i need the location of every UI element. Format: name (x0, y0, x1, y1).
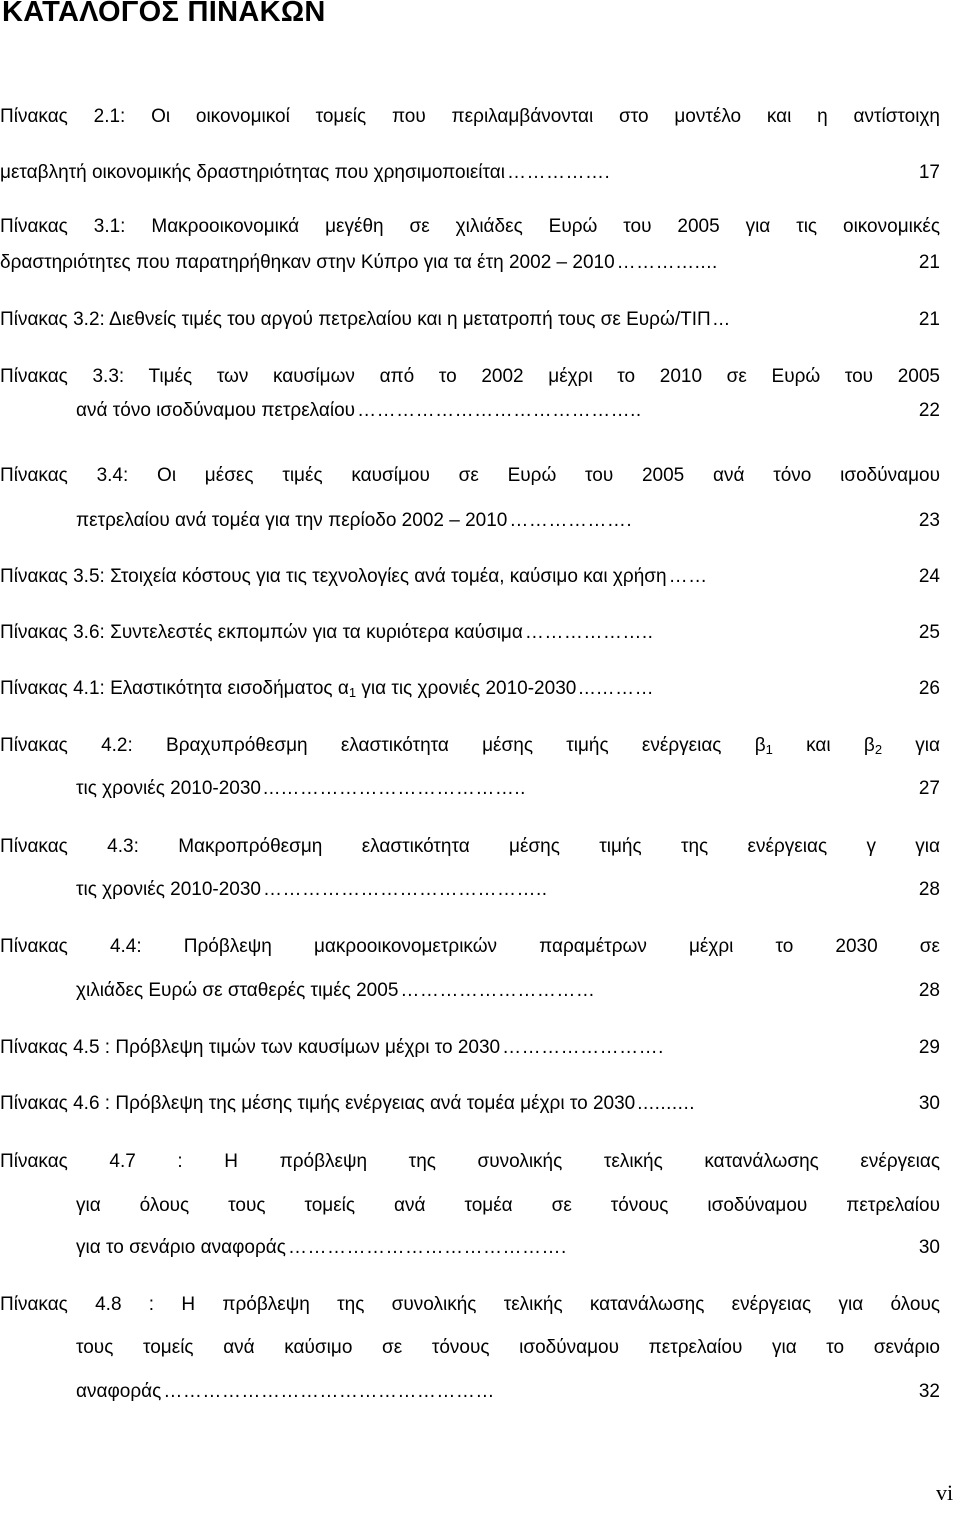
toc-entry-last-line (76, 976, 940, 1006)
toc-entry-line: Πίνακας 3.3: Τιμές των καυσίμων από το 2002 μέχρι το 2010 σε Ευρώ του 2005 (0, 366, 940, 387)
entry-text: για τις χρονιές 2010-2030 (356, 678, 577, 699)
toc-entry-line: Πίνακας 3.4: Οι μέσες τιμές καυσίμου σε Ευρώ του 2005 ανά τόνο ισοδύναμου (0, 465, 940, 486)
dot-leader: ……………………………………. (287, 1237, 567, 1258)
entry-title: μεταβλητή οικονομικής δραστηριότητας που χρησιμοποιείται (0, 162, 505, 183)
entry-title: πετρελαίου ανά τομέα για την περίοδο 2002 – 2010 (76, 510, 508, 531)
subscript: 1 (765, 742, 773, 757)
entry-page-number: 27 (918, 778, 940, 799)
toc-entry-line: για όλους τους τομείς ανά τομέα σε τόνους ισοδύναμου πετρελαίου (76, 1195, 940, 1216)
toc-entry-last-line (76, 774, 940, 804)
entry-page-number: 29 (918, 1037, 940, 1058)
dot-leader: ………………………… (400, 980, 596, 1001)
dot-leader: …………………………………….. (263, 879, 548, 900)
entry-page-number: 25 (918, 622, 940, 643)
toc-entry-last-line (0, 248, 940, 278)
entry-title: Πίνακας 3.6: Συντελεστές εκπομπών για τα κυριότερα καύσιμα (0, 622, 523, 643)
toc-entry-last-line (76, 396, 940, 426)
page-title: ΚΑΤΑΛΟΓΟΣ ΠΙΝΑΚΩΝ (2, 0, 326, 28)
dot-leader: ……………….. (524, 622, 654, 643)
entry-title: τις χρονιές 2010-2030 (76, 879, 261, 900)
dot-leader: ………………. (509, 510, 633, 531)
dot-leader: …………………………………….. (357, 400, 642, 421)
dot-leader: …………………………………………… (163, 1381, 495, 1402)
entry-page-number: 24 (918, 566, 940, 587)
page-number: vi (936, 1480, 954, 1505)
entry-page-number: 21 (918, 309, 940, 330)
entry-page-number: 30 (918, 1237, 940, 1258)
entry-title: Πίνακας 3.2: Διεθνείς τιμές του αργού πετρελαίου και η μετατροπή τους σε Ευρώ/ΤΙΠ (0, 309, 711, 330)
toc-entry-last-line (0, 158, 940, 188)
toc-entry-last-line (0, 618, 940, 648)
entry-page-number: 28 (918, 980, 940, 1001)
toc-entry-line (0, 731, 940, 761)
toc-entry-last-line (0, 1033, 940, 1063)
entry-page-number: 26 (918, 678, 940, 699)
entry-page-number: 30 (918, 1093, 940, 1114)
toc-entry-last-line (76, 1233, 940, 1263)
dot-leader: ...……… (578, 678, 655, 699)
entry-title: Πίνακας 4.5 : Πρόβλεψη τιμών των καυσίμων μέχρι το 2030 (0, 1037, 501, 1058)
entry-title: δραστηριότητες που παρατηρήθηκαν στην Κύπρο για τα έτη 2002 – 2010 (0, 252, 615, 273)
toc-entry-last-line (76, 1377, 940, 1407)
entry-page-number: 22 (918, 400, 940, 421)
entry-text: και β (772, 735, 875, 756)
toc-entry-line: Πίνακας 4.3: Μακροπρόθεσμη ελαστικότητα μέσης τιμής της ενέργειας γ για (0, 836, 940, 857)
entry-title: αναφοράς (76, 1381, 162, 1402)
dot-leader: ... (712, 309, 731, 330)
toc-entry-line: Πίνακας 4.8 : Η πρόβλεψη της συνολικής τελικής κατανάλωσης ενέργειας για όλους (0, 1294, 940, 1315)
entry-title: ανά τόνο ισοδύναμου πετρελαίου (76, 400, 356, 421)
toc-entry-last-line (76, 506, 940, 536)
toc-entry-line: τους τομείς ανά καύσιμο σε τόνους ισοδύναμου πετρελαίου για το σενάριο (76, 1337, 940, 1358)
toc-entry-line: Πίνακας 2.1: Οι οικονομικοί τομείς που περιλαμβάνονται στο μοντέλο και η αντίστοιχη (0, 106, 940, 127)
entry-page-number: 28 (918, 879, 940, 900)
dot-leader: ...……………………………….. (263, 778, 526, 799)
toc-entry-last-line (0, 305, 940, 335)
toc-entry-last-line (0, 1089, 940, 1119)
subscript: 2 (874, 742, 883, 757)
entry-page-number: 21 (918, 252, 940, 273)
entry-title: Πίνακας 4.6 : Πρόβλεψη της μέσης τιμής ενέργειας ανά τομέα μέχρι το 2030 (0, 1093, 636, 1114)
entry-text: για (882, 735, 941, 756)
toc-entry-line: Πίνακας 3.1: Μακροοικονομικά μεγέθη σε χιλιάδες Ευρώ του 2005 για τις οικονομικές (0, 216, 940, 237)
toc-entry-line: Πίνακας 4.4: Πρόβλεψη μακροοικονομετρικών παραμέτρων μέχρι το 2030 σε (0, 936, 940, 957)
toc-entry-last-line (76, 875, 940, 905)
toc-entry-last-line (0, 562, 940, 592)
toc-entry-last-line (0, 674, 940, 704)
dot-leader: ……………………. (502, 1037, 664, 1058)
entry-title: για το σενάριο αναφοράς (76, 1237, 286, 1258)
entry-text: τις χρονιές 2010-2030 (76, 778, 261, 799)
toc-entry-line: Πίνακας 4.7 : Η πρόβλεψη της συνολικής τελικής κατανάλωσης ενέργειας (0, 1151, 940, 1172)
dot-leader: …… (668, 566, 708, 587)
entry-title: Πίνακας 3.5: Στοιχεία κόστους για τις τεχνολογίες ανά τομέα, καύσιμο και χρήση (0, 566, 667, 587)
entry-text: Πίνακας 4.1: Ελαστικότητα εισοδήματος α (0, 678, 349, 699)
entry-title: χιλιάδες Ευρώ σε σταθερές τιμές 2005 (76, 980, 399, 1001)
entry-title (0, 674, 576, 704)
subscript: 1 (348, 685, 357, 700)
entry-page-number: 17 (918, 162, 940, 183)
dot-leader: ………….... (616, 252, 718, 273)
dot-leader: .......... (637, 1093, 696, 1114)
entry-title (76, 774, 261, 804)
entry-page-number: 32 (918, 1381, 940, 1402)
entry-page-number: 23 (918, 510, 940, 531)
dot-leader: ……………. (506, 162, 611, 183)
entry-text: Πίνακας 4.2: Βραχυπρόθεσμη ελαστικότητα μέσης τιμής ενέργειας β (0, 735, 766, 756)
